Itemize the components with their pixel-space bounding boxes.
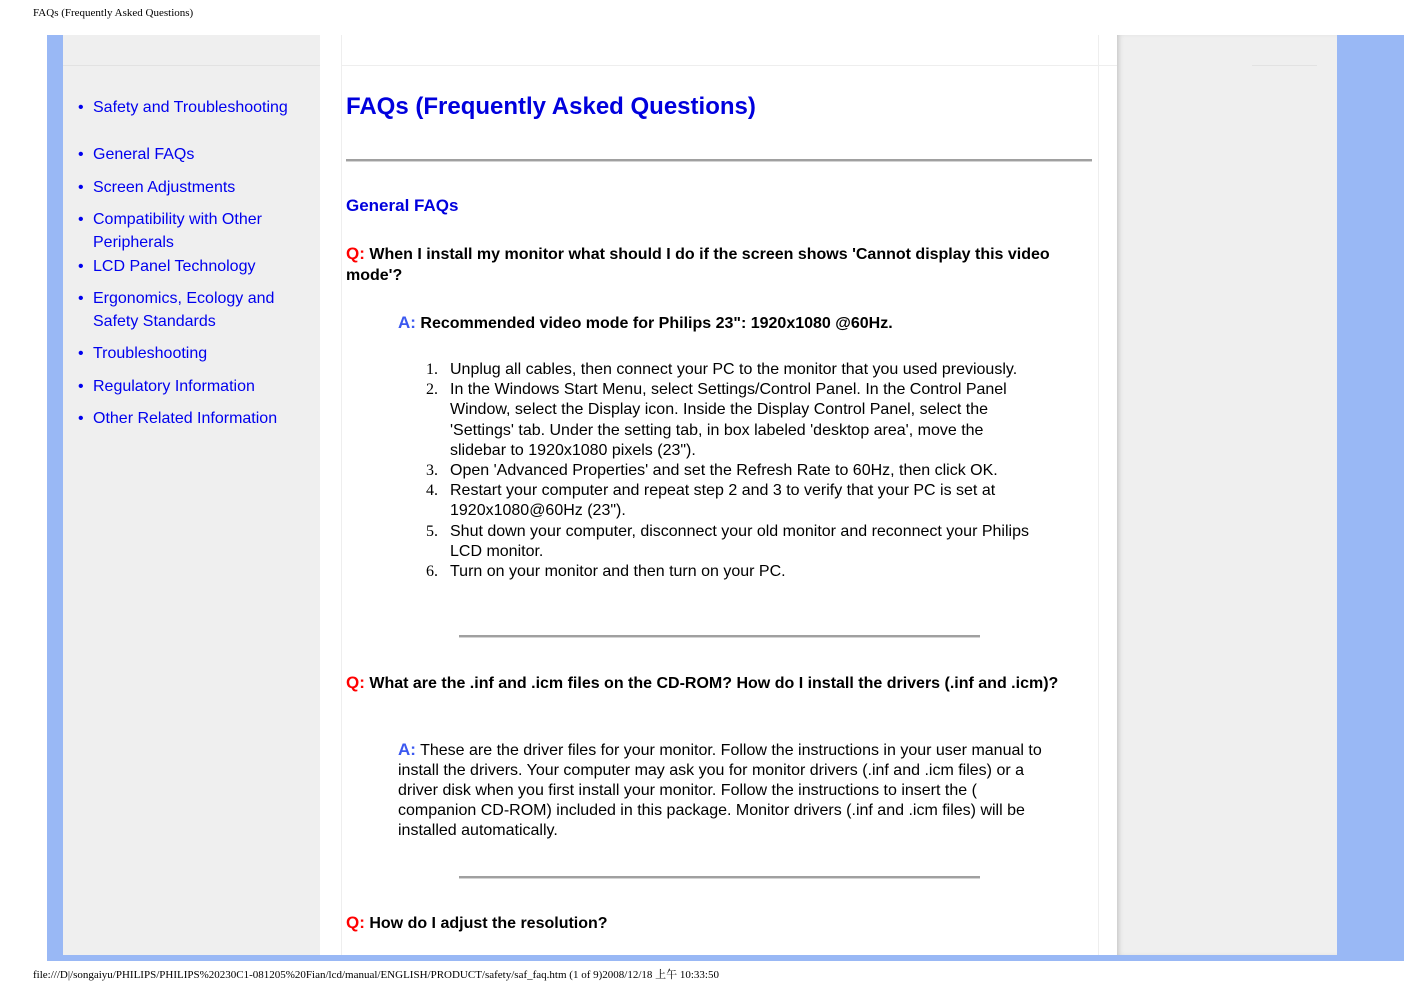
step-text: Open 'Advanced Properties' and set the Refresh Rate to 60Hz, then click OK. xyxy=(450,462,998,480)
answer-text: Recommended video mode for Philips 23": 1920x1080 @60Hz. xyxy=(420,315,893,332)
step-item xyxy=(420,522,1040,562)
print-header-title: FAQs (Frequently Asked Questions) xyxy=(33,7,194,19)
nav-item-screen-adjustments[interactable] xyxy=(78,176,313,199)
step-text: Shut down your computer, disconnect your old monitor and reconnect your Philips LCD monitor. xyxy=(450,522,1029,560)
right-frame-border xyxy=(1337,35,1404,961)
page-title: FAQs (Frequently Asked Questions) xyxy=(346,93,756,120)
nav-bullet-icon: • xyxy=(78,410,84,427)
nav-bullet-icon: • xyxy=(78,378,84,395)
step-number: 5. xyxy=(426,522,438,540)
nav-link[interactable]: Safety and Troubleshooting xyxy=(93,99,288,116)
nav-item-regulatory-information[interactable] xyxy=(78,375,313,398)
answer-label: A: xyxy=(398,740,416,759)
step-text: In the Windows Start Menu, select Settings/Control Panel. In the Control Panel Window, select the Display icon. Inside the Display Control Panel, select the 'Settings' tab. Under the setting tab, in box labeled 'desktop area', move the slidebar to 1920x1080 pixels (23"). xyxy=(450,381,1007,459)
nav-link[interactable]: Screen Adjustments xyxy=(93,179,236,196)
right-panel xyxy=(1117,35,1337,955)
question-label: Q: xyxy=(346,244,365,263)
faq-answer-1 xyxy=(398,313,1038,334)
nav-bullet-icon: • xyxy=(78,179,84,196)
question-label: Q: xyxy=(346,913,365,932)
faq-question-1 xyxy=(346,243,1094,286)
faq-divider xyxy=(459,876,980,879)
faq-question-3 xyxy=(346,912,1094,934)
right-panel-divider xyxy=(1252,65,1317,66)
nav-link[interactable]: General FAQs xyxy=(93,146,195,163)
sidebar-divider xyxy=(63,65,320,66)
step-text: Unplug all cables, then connect your PC to the monitor that you used previously. xyxy=(450,361,1018,378)
step-number: 6. xyxy=(426,563,438,581)
content-right-rule xyxy=(1098,35,1099,955)
content-top-rule xyxy=(341,65,1117,66)
sidebar-panel xyxy=(63,35,320,955)
nav-item-lcd-panel-technology[interactable] xyxy=(78,255,313,278)
step-number: 3. xyxy=(426,462,438,480)
question-text: How do I adjust the resolution? xyxy=(369,915,608,932)
nav-bullet-icon: • xyxy=(78,345,84,362)
nav-bullet-icon: • xyxy=(78,99,84,116)
question-text: What are the .inf and .icm files on the CD-ROM? How do I install the drivers (.inf and .icm)? xyxy=(369,675,1059,692)
step-number: 1. xyxy=(426,361,438,378)
steps-list xyxy=(420,360,1040,582)
nav-item-troubleshooting[interactable] xyxy=(78,342,313,365)
step-text: Restart your computer and repeat step 2 and 3 to verify that your PC is set at 1920x1080@60Hz (23"). xyxy=(450,482,996,520)
nav-item-other-related-information[interactable] xyxy=(78,407,313,430)
title-divider xyxy=(346,159,1092,162)
section-heading: General FAQs xyxy=(346,196,459,215)
step-item xyxy=(420,481,1040,521)
step-number: 4. xyxy=(426,482,438,500)
nav-item-safety-and-troubleshooting[interactable] xyxy=(78,96,313,119)
faq-divider xyxy=(459,635,980,638)
print-footer-path: file:///D|/songaiyu/PHILIPS/PHILIPS%20230C1-081205%20Fian/lcd/manual/ENGLISH/PRODUCT/safety/saf_faq.htm (1 of 9)2008/12/18 上午 10:33:50 xyxy=(33,969,719,981)
left-frame-border xyxy=(47,35,63,961)
content-left-rule xyxy=(341,35,342,955)
nav-link[interactable]: Compatibility with Other Peripherals xyxy=(93,211,262,251)
nav-link[interactable]: Other Related Information xyxy=(93,410,278,427)
nav-link[interactable]: Regulatory Information xyxy=(93,378,255,395)
faq-question-2 xyxy=(346,672,1066,694)
step-item xyxy=(420,562,1040,582)
question-text: When I install my monitor what should I do if the screen shows 'Cannot display this video mode'? xyxy=(346,246,1050,284)
step-item xyxy=(420,461,1040,481)
nav-bullet-icon: • xyxy=(78,211,84,228)
step-item xyxy=(420,380,1040,461)
answer-label: A: xyxy=(398,313,416,332)
faq-answer-2 xyxy=(398,740,1043,841)
nav-bullet-icon: • xyxy=(78,146,84,163)
nav-link[interactable]: LCD Panel Technology xyxy=(93,258,256,275)
nav-bullet-icon: • xyxy=(78,290,84,307)
nav-item-compatibility[interactable] xyxy=(78,208,313,254)
step-item xyxy=(420,360,1040,380)
nav-link[interactable]: Ergonomics, Ecology and Safety Standards xyxy=(93,290,275,330)
step-number: 2. xyxy=(426,381,438,399)
answer-text: These are the driver files for your monitor. Follow the instructions in your user manual to install the drivers. Your computer may ask you for monitor drivers (.inf and .icm files) or a driver disk when you first install your monitor. Follow the instructions to insert the ( companion CD-ROM) included in this package. Monitor drivers (.inf and .icm files) will be installed automatically. xyxy=(398,742,1042,839)
step-text: Turn on your monitor and then turn on your PC. xyxy=(450,563,786,581)
nav-link[interactable]: Troubleshooting xyxy=(93,345,208,362)
bottom-frame-border xyxy=(47,955,1404,961)
nav-item-general-faqs[interactable] xyxy=(78,143,313,166)
question-label: Q: xyxy=(346,673,365,692)
nav-item-ergonomics[interactable] xyxy=(78,287,313,333)
nav-bullet-icon: • xyxy=(78,258,84,275)
